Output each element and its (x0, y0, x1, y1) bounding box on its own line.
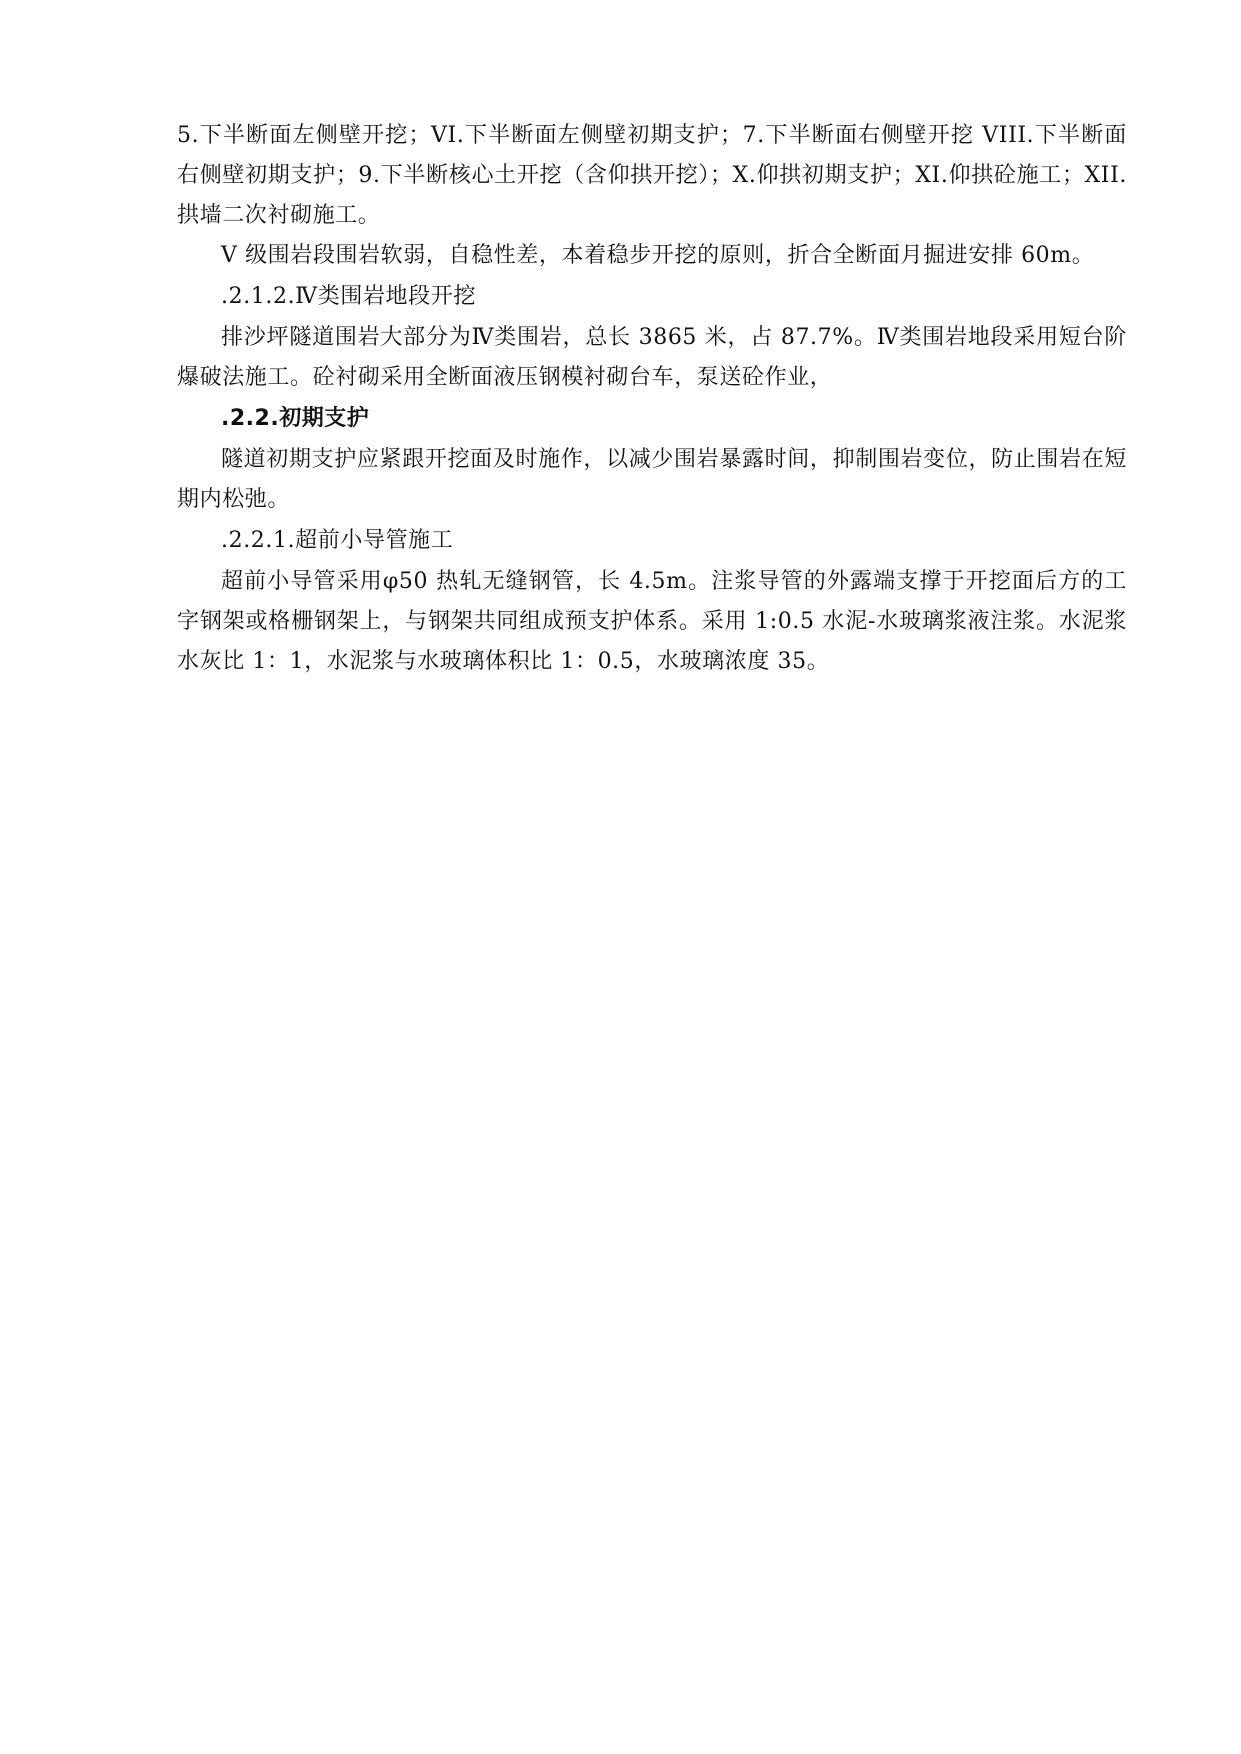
paragraph-excavation-sequence: 5.下半断面左侧壁开挖；VI.下半断面左侧壁初期支护；7.下半断面右侧壁开挖 VIII.下半断面右侧壁初期支护；9.下半断核心土开挖（含仰拱开挖）；X.仰拱初期支护；XI.仰拱砼施工；XII.拱墙二次衬砌施工。 (177, 123, 1127, 228)
paragraph-grade-v-rock: V 级围岩段围岩软弱，自稳性差，本着稳步开挖的原则，折合全断面月掘进安排 60m。 (221, 243, 1095, 268)
section-heading-grade-iv-excavation: .2.1.2.Ⅳ类围岩地段开挖 (221, 284, 476, 309)
paragraph-advance-small-pipe: 超前小导管采用φ50 热轧无缝钢管，长 4.5m。注浆导管的外露端支撑于开挖面后方的工字钢架或格栅钢架上，与钢架共同组成预支护体系。采用 1:0.5 水泥-水玻璃浆液注浆。水泥浆水灰比 1：1，水泥浆与水玻璃体积比 1：0.5，水玻璃浓度 35。 (177, 569, 1127, 674)
section-heading-advance-small-pipe: .2.2.1.超前小导管施工 (221, 528, 454, 553)
paragraph-initial-support: 隧道初期支护应紧跟开挖面及时施作，以减少围岩暴露时间，抑制围岩变位，防止围岩在短期内松弛。 (177, 447, 1127, 512)
document-body (177, 116, 1127, 682)
section-heading-initial-support: .2.2.初期支护 (221, 406, 370, 431)
paragraph-grade-iv-rock: 排沙坪隧道围岩大部分为Ⅳ类围岩，总长 3865 米，占 87.7%。Ⅳ类围岩地段采用短台阶爆破法施工。砼衬砌采用全断面液压钢模衬砌台车，泵送砼作业， (177, 325, 1127, 390)
